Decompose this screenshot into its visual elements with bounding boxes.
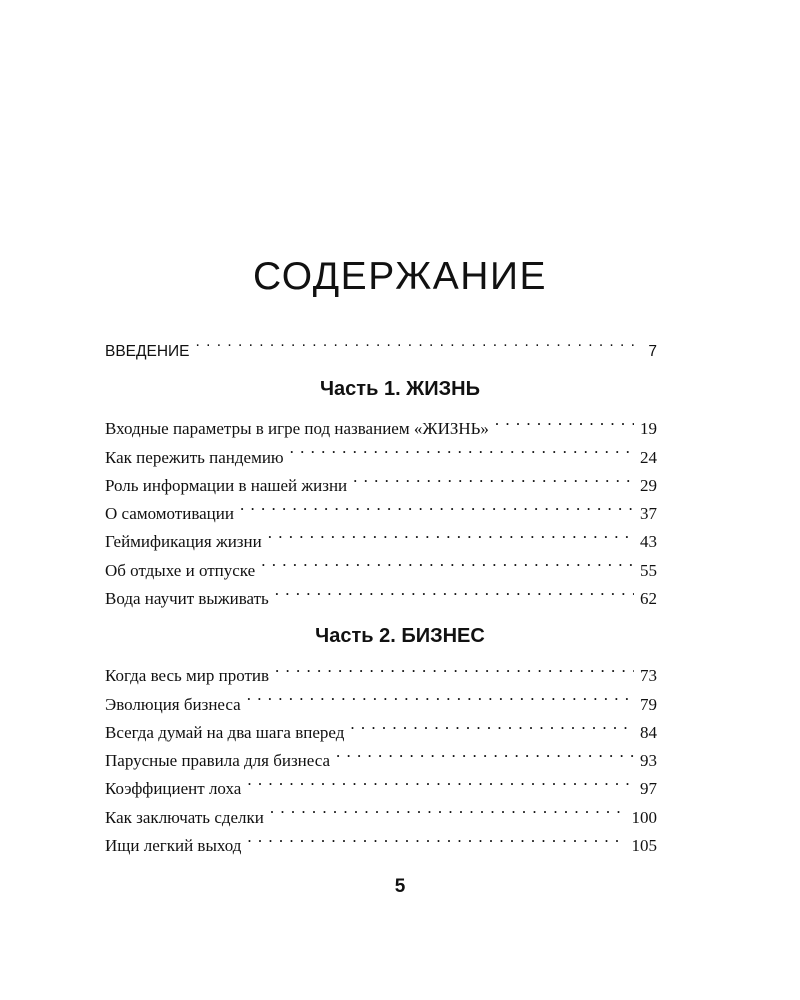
toc-entry-label: Геймификация жизни xyxy=(105,532,262,552)
dot-leader xyxy=(270,794,626,822)
dot-leader xyxy=(290,434,634,462)
toc-entry-label: Об отдыхе и отпуске xyxy=(105,560,256,580)
toc-entry-page: 93 xyxy=(640,751,657,771)
toc-entry-page: 43 xyxy=(640,532,657,552)
toc-entry-label: Роль информации в нашей жизни xyxy=(105,475,348,495)
toc-entry-page: 24 xyxy=(640,447,657,467)
toc-entry-label: О самомотивации xyxy=(105,504,234,524)
dot-leader xyxy=(350,710,634,738)
toc-entry-label: Парусные правила для бизнеса xyxy=(105,751,331,771)
toc-entry-label: Ищи легкий выход xyxy=(105,836,242,856)
toc-entry-page: 84 xyxy=(640,722,657,742)
toc-entry-label: Всегда думай на два шага вперед xyxy=(105,722,345,742)
toc-entry xyxy=(105,406,657,439)
dot-leader xyxy=(275,653,634,681)
dot-leader xyxy=(247,823,625,851)
toc-entry-page: 73 xyxy=(640,666,657,686)
dot-leader xyxy=(247,766,634,794)
toc-entry-label: Вода научит выживать xyxy=(105,589,269,609)
toc-entry-label: Входные параметры в игре под названием «ЖИЗНЬ» xyxy=(105,419,489,439)
toc-entry-label: Как заключать сделки xyxy=(105,807,264,827)
toc-entry-page: 29 xyxy=(640,475,657,495)
dot-leader xyxy=(495,406,634,434)
toc-entry-label: Как пережить пандемию xyxy=(105,447,284,467)
dot-leader xyxy=(353,463,634,491)
toc-entry-page: 97 xyxy=(640,779,657,799)
toc-entry-page: 100 xyxy=(631,807,657,827)
toc-entry-page: 37 xyxy=(640,504,657,524)
part-2-list xyxy=(105,653,657,856)
page-title: СОДЕРЖАНИЕ xyxy=(252,255,548,298)
part-2-title: Часть 2. БИЗНЕС xyxy=(315,625,485,647)
toc-entry-page: 55 xyxy=(640,560,657,580)
toc-entry-label: ВВЕДЕНИЕ xyxy=(105,343,190,361)
toc-entry-label: Когда весь мир против xyxy=(105,666,270,686)
dot-leader xyxy=(247,681,634,709)
toc-entry xyxy=(105,653,657,686)
page-number: 5 xyxy=(394,876,406,897)
toc-entry-label: Эволюция бизнеса xyxy=(105,694,241,714)
toc-entry-page: 105 xyxy=(631,836,657,856)
toc-entry-label: Коэффициент лоха xyxy=(105,779,242,799)
dot-leader xyxy=(336,738,634,766)
dot-leader xyxy=(240,491,634,519)
toc-entry-page: 19 xyxy=(640,419,657,439)
dot-leader xyxy=(268,519,634,547)
toc-entry-page: 62 xyxy=(640,589,657,609)
toc-entry-intro xyxy=(105,328,657,361)
dot-leader xyxy=(261,547,634,575)
dot-leader xyxy=(196,328,643,356)
part-1-title: Часть 1. ЖИЗНЬ xyxy=(320,378,480,400)
part-1-list xyxy=(105,406,657,609)
toc-entry-page: 79 xyxy=(640,694,657,714)
dot-leader xyxy=(275,576,634,604)
toc-entry-page: 7 xyxy=(648,343,657,361)
